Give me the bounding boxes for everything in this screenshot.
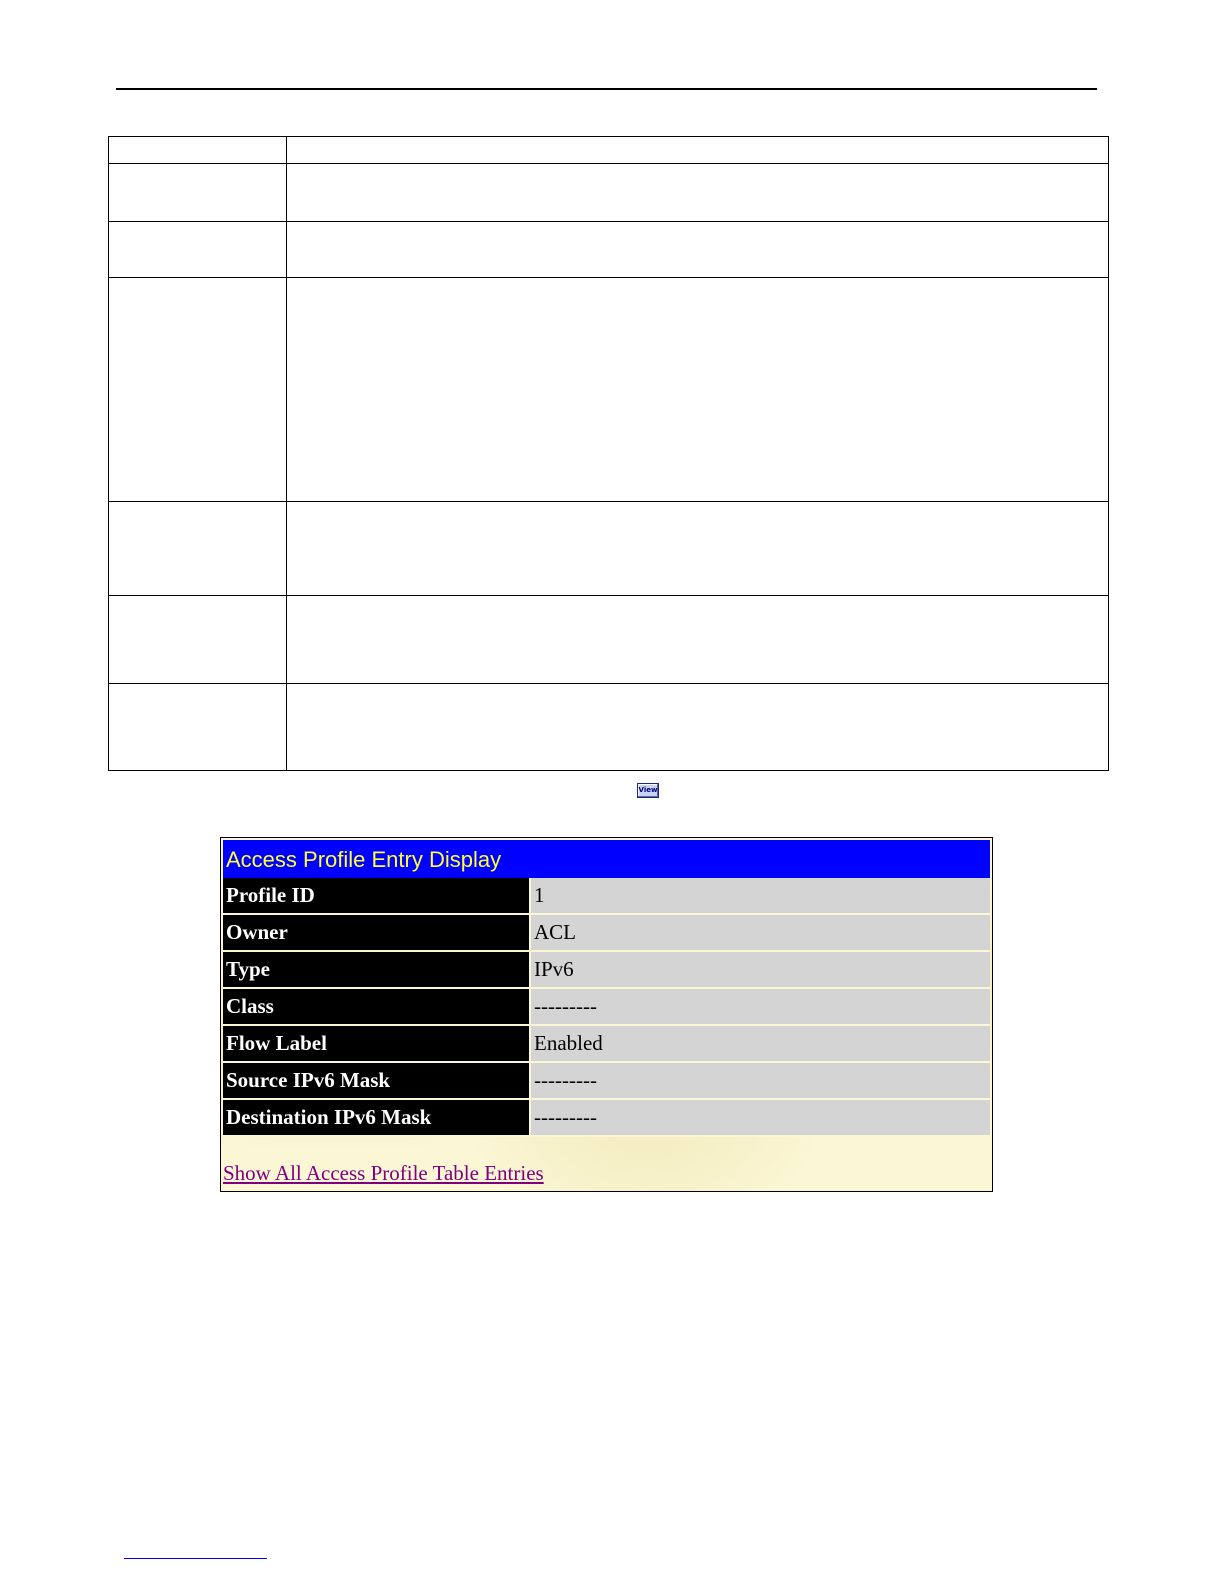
- parameter-cell: [109, 684, 287, 771]
- header-rule: [116, 88, 1097, 90]
- field-label: Type: [223, 951, 530, 988]
- parameter-cell: [109, 596, 287, 684]
- table-row: [109, 137, 1109, 164]
- table-row: [109, 222, 1109, 278]
- description-cell: [287, 684, 1109, 771]
- field-value: Enabled: [530, 1025, 990, 1062]
- table-row: [109, 502, 1109, 596]
- footer-link-underline: [124, 1558, 267, 1559]
- field-value: IPv6: [530, 951, 990, 988]
- entry-table: [223, 878, 990, 1137]
- parameter-cell: [109, 222, 287, 278]
- table-row: [109, 596, 1109, 684]
- description-cell: [287, 278, 1109, 502]
- table-row: [223, 988, 990, 1025]
- field-label: Owner: [223, 914, 530, 951]
- field-label: Flow Label: [223, 1025, 530, 1062]
- parameter-cell: [109, 164, 287, 222]
- parameter-table: [108, 136, 1109, 771]
- description-cell: [287, 502, 1109, 596]
- field-value: ---------: [530, 988, 990, 1025]
- table-row: [223, 1099, 990, 1136]
- field-label: Destination IPv6 Mask: [223, 1099, 530, 1136]
- description-cell: [287, 222, 1109, 278]
- table-row: [223, 914, 990, 951]
- table-row: [223, 878, 990, 914]
- field-value: ACL: [530, 914, 990, 951]
- parameter-cell: [109, 137, 287, 164]
- field-value: ---------: [530, 1099, 990, 1136]
- field-value: 1: [530, 878, 990, 914]
- table-row: [223, 1062, 990, 1099]
- view-button[interactable]: View: [637, 783, 659, 798]
- parameter-cell: [109, 502, 287, 596]
- field-label: Profile ID: [223, 878, 530, 914]
- table-row: [109, 684, 1109, 771]
- description-cell: [287, 164, 1109, 222]
- parameter-cell: [109, 278, 287, 502]
- table-row: [223, 1025, 990, 1062]
- field-label: Class: [223, 988, 530, 1025]
- panel-title: Access Profile Entry Display: [223, 840, 990, 878]
- table-row: [109, 164, 1109, 222]
- field-label: Source IPv6 Mask: [223, 1062, 530, 1099]
- description-cell: [287, 137, 1109, 164]
- show-all-entries-link[interactable]: Show All Access Profile Table Entries: [223, 1161, 544, 1185]
- access-profile-entry-panel: [220, 837, 993, 1192]
- description-cell: [287, 596, 1109, 684]
- table-row: [223, 951, 990, 988]
- table-row: [109, 278, 1109, 502]
- field-value: ---------: [530, 1062, 990, 1099]
